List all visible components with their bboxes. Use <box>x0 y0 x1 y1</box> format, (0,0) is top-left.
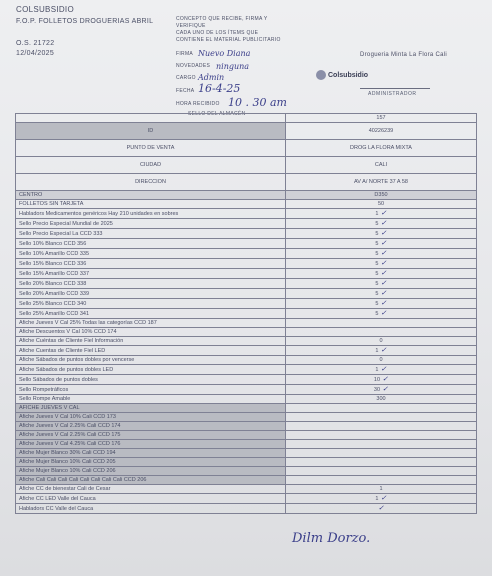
row-quantity <box>286 440 477 449</box>
admin-label: ADMINISTRADOR <box>368 91 417 97</box>
row-quantity-text: AV A/ NORTE 37 A 58 <box>354 179 408 185</box>
row-label: Afiche Jueves V Cal 25% Todas las categorías CCD 187 <box>16 319 286 328</box>
row-quantity <box>286 422 477 431</box>
row-quantity <box>286 249 477 259</box>
table-row <box>16 365 477 375</box>
table-row <box>16 157 477 174</box>
row-quantity <box>286 114 477 123</box>
row-label: DIRECCION <box>16 174 286 191</box>
row-quantity <box>286 123 477 140</box>
row-quantity <box>286 209 477 219</box>
table-row <box>16 385 477 395</box>
novedades-value: ninguna <box>216 62 250 71</box>
table-row <box>16 467 477 476</box>
row-label: Sello 10% Blanco CCD 356 <box>16 239 286 249</box>
row-quantity-text: 50 <box>377 201 385 207</box>
row-quantity <box>286 309 477 319</box>
cargo-label: CARGO <box>176 75 196 81</box>
row-quantity-text: 157 <box>376 115 386 121</box>
row-quantity-text: 5 <box>375 251 379 257</box>
meta-line-3: CADA UNO DE LOS ÍTEMS QUE <box>176 30 259 36</box>
row-label: Afiche Jueves V Cal 10% Cali CCD 173 <box>16 413 286 422</box>
row-label: Habladors Medicamentos genéricos Hay 210 unidades en sobres <box>16 209 286 219</box>
row-label: Habladors CC Valle del Cauca <box>16 504 286 514</box>
table-row <box>16 356 477 365</box>
row-quantity-text: 0 <box>379 338 383 344</box>
checkmark-icon: ✓ <box>380 375 389 383</box>
row-quantity <box>286 157 477 174</box>
row-label: Sello Sábados de puntos dobles <box>16 375 286 385</box>
row-label: PUNTO DE VENTA <box>16 140 286 157</box>
row-quantity-text: CALI <box>374 162 388 168</box>
checkmark-icon: ✓ <box>378 259 387 267</box>
row-label: Afiche Jueves V Cal 2.25% Cali CCD 174 <box>16 422 286 431</box>
checkmark-icon: ✓ <box>378 494 387 502</box>
table-row <box>16 319 477 328</box>
checkmark-icon: ✓ <box>378 365 387 373</box>
row-quantity <box>286 476 477 485</box>
checkmark-icon: ✓ <box>380 385 389 393</box>
checkmark-icon: ✓ <box>378 239 387 247</box>
row-label: Sello 20% Blanco CCD 338 <box>16 279 286 289</box>
table-row <box>16 219 477 229</box>
row-label: Afiche Jueves V Cal 2.25% Cali CCD 175 <box>16 431 286 440</box>
row-quantity-text: D350 <box>374 192 388 198</box>
row-quantity <box>286 174 477 191</box>
table-row <box>16 309 477 319</box>
checkmark-icon: ✓ <box>378 209 387 217</box>
row-quantity-text: 1 <box>375 496 379 502</box>
table-row <box>16 239 477 249</box>
row-label: Sello 25% Amarillo CCD 341 <box>16 309 286 319</box>
table-row <box>16 413 477 422</box>
row-quantity <box>286 328 477 337</box>
row-quantity <box>286 299 477 309</box>
row-quantity <box>286 458 477 467</box>
row-quantity <box>286 431 477 440</box>
row-quantity-text: 300 <box>376 396 386 402</box>
table-row <box>16 375 477 385</box>
row-label: Sello 20% Amarillo CCD 339 <box>16 289 286 299</box>
table-row <box>16 229 477 239</box>
table-row <box>16 249 477 259</box>
row-quantity <box>286 494 477 504</box>
checkmark-icon: ✓ <box>378 346 387 354</box>
table-row <box>16 209 477 219</box>
hora-value: 10 . 30 am <box>228 96 287 109</box>
checkmark-icon: ✓ <box>378 229 387 237</box>
table-row <box>16 404 477 413</box>
table-row <box>16 395 477 404</box>
table-row <box>16 494 477 504</box>
row-quantity <box>286 279 477 289</box>
row-label: Sello Precio Especial Mundial de 2025 <box>16 219 286 229</box>
logo-text: Colsubsidio <box>328 71 369 79</box>
row-quantity <box>286 485 477 494</box>
cargo-value: Admin <box>198 73 225 82</box>
row-quantity-text: 5 <box>375 221 379 227</box>
row-label: Afiche Cuéntas de Cliente Fiel Información <box>16 337 286 346</box>
order-date: 12/04/2025 <box>16 50 55 57</box>
row-label: Sello 25% Blanco CCD 340 <box>16 299 286 309</box>
meta-line-2: VERIFIQUE <box>176 23 206 29</box>
row-quantity-text: 5 <box>375 291 379 297</box>
logo-icon <box>316 70 326 80</box>
row-label: Afiche Cali Cali Cali Cali Cali Cali Cali Cali CCD 206 <box>16 476 286 485</box>
table-row <box>16 123 477 140</box>
row-quantity-text: 5 <box>375 301 379 307</box>
firma-label: FIRMA <box>176 51 194 57</box>
row-quantity-text: 1 <box>379 486 383 492</box>
row-quantity <box>286 449 477 458</box>
checkmark-icon: ✓ <box>378 279 387 287</box>
row-quantity-text: 1 <box>375 367 379 373</box>
row-quantity-text: 5 <box>375 241 379 247</box>
table-row <box>16 114 477 123</box>
row-label: Sello Precio Especial La CCD 333 <box>16 229 286 239</box>
row-label: Afiche Mujer Blanco 10% Cali CCD 205 <box>16 458 286 467</box>
row-label: CENTRO <box>16 191 286 200</box>
checkmark-icon: ✓ <box>378 269 387 277</box>
row-label: Sello 10% Amarillo CCD 335 <box>16 249 286 259</box>
sello-label: SELLO DEL ALMACÉN <box>188 111 246 117</box>
row-quantity-text: 1 <box>375 348 379 354</box>
row-quantity <box>286 356 477 365</box>
checkmark-icon: ✓ <box>378 299 387 307</box>
row-quantity-text: 5 <box>375 261 379 267</box>
row-quantity-text: 5 <box>375 231 379 237</box>
row-quantity <box>286 467 477 476</box>
table-row <box>16 476 477 485</box>
row-quantity <box>286 319 477 328</box>
row-quantity-text: 0 <box>379 357 383 363</box>
row-label: Sello Rompetráficos <box>16 385 286 395</box>
order-code: O.S. 21722 <box>16 40 55 47</box>
row-quantity <box>286 140 477 157</box>
table-row <box>16 422 477 431</box>
row-quantity-text: 30 <box>373 387 381 393</box>
receiver-signature: Dilm Dorzo. <box>292 531 371 546</box>
colsubsidio-logo <box>316 70 368 80</box>
row-quantity <box>286 346 477 356</box>
row-label: Afiche Mujer Blanco 10% Cali CCD 206 <box>16 467 286 476</box>
table-row <box>16 337 477 346</box>
checkmark-icon: ✓ <box>378 249 387 257</box>
table-row <box>16 299 477 309</box>
company-name: COLSUBSIDIO <box>16 5 74 14</box>
fecha-label: FECHA <box>176 88 195 94</box>
table-row <box>16 289 477 299</box>
row-label: ID <box>16 123 286 140</box>
row-quantity-text: 40226239 <box>368 128 394 134</box>
row-quantity <box>286 259 477 269</box>
row-quantity <box>286 269 477 279</box>
fecha-value: 16-4-25 <box>198 82 241 95</box>
row-label: AFICHE JUEVES V CAL <box>16 404 286 413</box>
row-quantity <box>286 191 477 200</box>
table-row <box>16 140 477 157</box>
row-quantity <box>286 375 477 385</box>
row-quantity <box>286 289 477 299</box>
store-name: F.O.P. FOLLETOS DROGUERIAS ABRIL <box>16 18 154 25</box>
row-label <box>16 111 286 123</box>
table-row <box>16 200 477 209</box>
row-label: Sello 15% Amarillo CCD 337 <box>16 269 286 279</box>
table-row <box>16 328 477 337</box>
row-label: Afiche Mujer Blanco 30% Cali CCD 194 <box>16 449 286 458</box>
table-row <box>16 269 477 279</box>
table-row <box>16 259 477 269</box>
row-quantity <box>286 365 477 375</box>
row-label: FOLLETOS SIN TARJETA <box>16 200 286 209</box>
row-label: Sello Rompe Amable <box>16 395 286 404</box>
row-quantity <box>286 504 477 514</box>
store-stamp: Drogueria Minta La Flora Cali <box>360 52 448 58</box>
row-quantity <box>286 219 477 229</box>
delivery-checklist-table <box>15 113 477 514</box>
admin-signature-line <box>360 88 430 89</box>
row-label: Afiche Cuentas de Cliente Fiel LED <box>16 346 286 356</box>
checkmark-icon: ✓ <box>378 219 387 227</box>
row-quantity <box>286 395 477 404</box>
row-label: CIUDAD <box>16 157 286 174</box>
meta-line-4: CONTIENE EL MATERIAL PUBLICITARIO <box>176 37 281 43</box>
hora-label: HORA RECIBIDO <box>176 101 220 107</box>
row-label: Afiche Sábados de puntos dobles LED <box>16 365 286 375</box>
meta-line-1: CONCEPTO QUE RECIBE, FIRMA Y <box>176 16 268 22</box>
table-row <box>16 346 477 356</box>
row-label: Afiche Descuentos V Cal 10% CCD 174 <box>16 328 286 337</box>
table-row <box>16 449 477 458</box>
row-quantity-text: 5 <box>375 281 379 287</box>
table-row <box>16 458 477 467</box>
row-quantity <box>286 404 477 413</box>
checkmark-icon: ✓ <box>378 309 387 317</box>
row-quantity-text: 5 <box>375 311 379 317</box>
table-row <box>16 431 477 440</box>
row-quantity-text: DROG LA FLORA MIXTA <box>350 145 412 151</box>
table-row <box>16 504 477 514</box>
firma-value: Nuevo Diana <box>198 49 251 58</box>
row-label: Sello 15% Blanco CCD 336 <box>16 259 286 269</box>
table-row <box>16 485 477 494</box>
checkmark-icon: ✓ <box>378 504 384 512</box>
row-quantity <box>286 200 477 209</box>
row-quantity <box>286 239 477 249</box>
table-row <box>16 440 477 449</box>
checkmark-icon: ✓ <box>378 289 387 297</box>
row-label: Afiche CC de bienestar Cali de Cesar <box>16 485 286 494</box>
row-quantity-text: 10 <box>373 377 381 383</box>
row-quantity <box>286 413 477 422</box>
novedades-label: NOVEDADES <box>176 63 211 69</box>
row-quantity-text: 1 <box>375 211 379 217</box>
row-quantity <box>286 337 477 346</box>
table-row <box>16 191 477 200</box>
row-label: Afiche Sábados de puntos dobles por vencerse <box>16 356 286 365</box>
row-quantity <box>286 229 477 239</box>
row-label: Afiche Jueves V Cal 4.25% Cali CCD 176 <box>16 440 286 449</box>
table-row <box>16 279 477 289</box>
row-quantity-text: 5 <box>375 271 379 277</box>
table-row <box>16 174 477 191</box>
row-quantity <box>286 385 477 395</box>
row-label: Afiche CC LED Valle del Cauca <box>16 494 286 504</box>
